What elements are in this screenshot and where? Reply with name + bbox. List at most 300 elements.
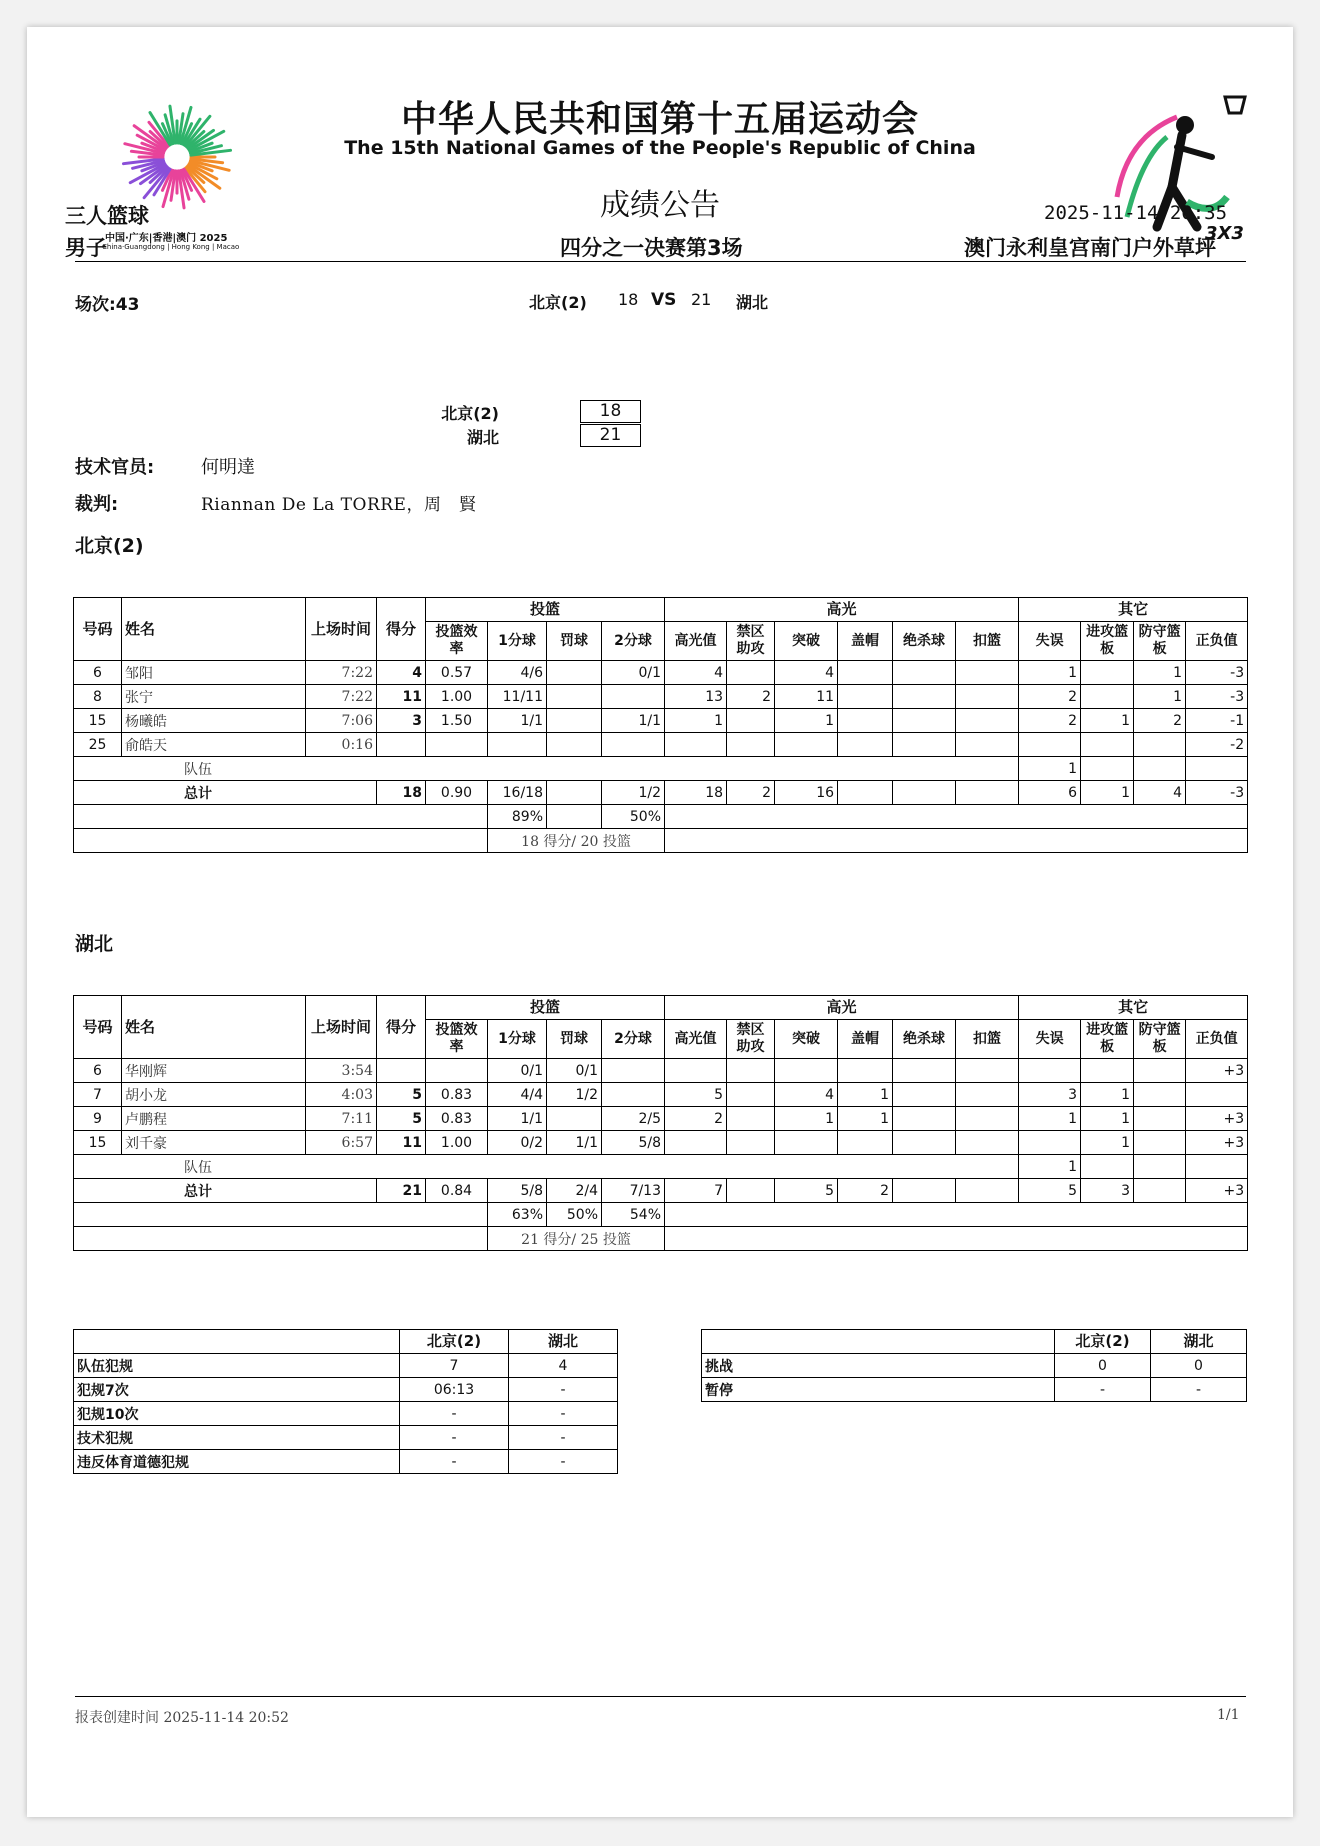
- fouls-head-b: 湖北: [509, 1330, 618, 1354]
- player-pts: 5: [377, 1107, 426, 1131]
- player-one: 1/1: [488, 709, 547, 733]
- group-other: 其它: [1019, 598, 1248, 622]
- player-no: 8: [74, 685, 122, 709]
- player-hl: 5: [665, 1083, 727, 1107]
- col-to: 失误: [1019, 1020, 1081, 1059]
- player-drive: [775, 1059, 838, 1083]
- player-hl: [665, 1059, 727, 1083]
- player-paint: [727, 1131, 775, 1155]
- total-paint: [727, 1179, 775, 1203]
- player-two: [602, 733, 665, 757]
- challenges-label: 挑战: [702, 1354, 1055, 1378]
- player-two: 5/8: [602, 1131, 665, 1155]
- pct-one: 89%: [488, 805, 547, 829]
- player-pm: -2: [1186, 733, 1248, 757]
- tech-official-label: 技术官员:: [75, 457, 155, 478]
- fouls-row: [74, 1450, 618, 1474]
- team-a-title: 北京(2): [75, 535, 144, 557]
- team-row: [74, 757, 1248, 781]
- team-label: 队伍: [74, 757, 1019, 781]
- challenges-row: [702, 1378, 1247, 1402]
- player-no: 6: [74, 1059, 122, 1083]
- player-drive: [775, 1131, 838, 1155]
- total-two: 1/2: [602, 781, 665, 805]
- player-one: 11/11: [488, 685, 547, 709]
- player-dunk: [956, 1131, 1019, 1155]
- cell: [1134, 1155, 1186, 1179]
- player-dreb: 1: [1134, 685, 1186, 709]
- fouls-value-b: -: [509, 1402, 618, 1426]
- cell: [665, 1203, 1248, 1227]
- fouls-row: [74, 1426, 618, 1450]
- player-one: 0/2: [488, 1131, 547, 1155]
- player-two: 1/1: [602, 709, 665, 733]
- total-label: 总计: [74, 1179, 377, 1203]
- challenges-value-b: -: [1151, 1378, 1247, 1402]
- player-ft: 0/1: [547, 1059, 602, 1083]
- total-buzzer: [893, 781, 956, 805]
- fouls-value-a: -: [400, 1450, 509, 1474]
- challenges-value-a: 0: [1055, 1354, 1151, 1378]
- col-block: 盖帽: [838, 1020, 893, 1059]
- player-oreb: 1: [1081, 709, 1134, 733]
- player-to: 2: [1019, 709, 1081, 733]
- player-row: [74, 709, 1248, 733]
- player-one: 4/6: [488, 661, 547, 685]
- 3x3-label: 3X3: [1205, 223, 1244, 244]
- player-block: [838, 1131, 893, 1155]
- fouls-value-a: -: [400, 1426, 509, 1450]
- player-to: [1019, 1059, 1081, 1083]
- challenges-corner: [702, 1330, 1055, 1354]
- fouls-row: [74, 1378, 618, 1402]
- player-oreb: 1: [1081, 1083, 1134, 1107]
- player-drive: 11: [775, 685, 838, 709]
- challenges-head-a: 北京(2): [1055, 1330, 1151, 1354]
- player-block: [838, 661, 893, 685]
- total-oreb: 3: [1081, 1179, 1134, 1203]
- player-row: [74, 1083, 1248, 1107]
- player-ft: 1/2: [547, 1083, 602, 1107]
- player-eff: [426, 733, 488, 757]
- player-time: 7:06: [306, 709, 377, 733]
- player-row: [74, 1131, 1248, 1155]
- player-time: 7:22: [306, 685, 377, 709]
- total-paint: 2: [727, 781, 775, 805]
- player-block: [838, 709, 893, 733]
- player-row: [74, 1059, 1248, 1083]
- challenges-row: [702, 1354, 1247, 1378]
- player-paint: [727, 661, 775, 685]
- total-one: 5/8: [488, 1179, 547, 1203]
- player-ft: [547, 1107, 602, 1131]
- col-pm: 正负值: [1186, 1020, 1248, 1059]
- player-row: [74, 733, 1248, 757]
- total-row: [74, 781, 1248, 805]
- gender: 男子: [65, 236, 107, 260]
- box-team-a: 北京(2): [441, 404, 499, 423]
- player-block: 1: [838, 1083, 893, 1107]
- vs-label: VS: [651, 290, 677, 310]
- player-name: 胡小龙: [122, 1083, 306, 1107]
- fouls-label: 犯规7次: [74, 1378, 400, 1402]
- player-name: 卢鹏程: [122, 1107, 306, 1131]
- col-no: 号码: [74, 598, 122, 661]
- player-dreb: [1134, 1083, 1186, 1107]
- col-dunk: 扣篮: [956, 1020, 1019, 1059]
- player-name: 华刚辉: [122, 1059, 306, 1083]
- player-paint: 2: [727, 685, 775, 709]
- player-pm: +3: [1186, 1059, 1248, 1083]
- player-buzzer: [893, 733, 956, 757]
- score-a: 18: [618, 290, 639, 309]
- player-to: 1: [1019, 661, 1081, 685]
- group-highlights: 高光: [665, 996, 1019, 1020]
- player-buzzer: [893, 661, 956, 685]
- col-block: 盖帽: [838, 622, 893, 661]
- total-pm: -3: [1186, 781, 1248, 805]
- fouls-value-a: 06:13: [400, 1378, 509, 1402]
- group-shooting: 投篮: [426, 598, 665, 622]
- player-pm: -3: [1186, 685, 1248, 709]
- cell: [1186, 1155, 1248, 1179]
- total-dunk: [956, 781, 1019, 805]
- total-to: 6: [1019, 781, 1081, 805]
- player-time: 7:11: [306, 1107, 377, 1131]
- cell: [1081, 757, 1134, 781]
- logo-subcaption: China·Guangdong | Hong Kong | Macao: [102, 243, 240, 251]
- summary-row: [74, 829, 1248, 853]
- player-pts: 3: [377, 709, 426, 733]
- summary-row: [74, 1227, 1248, 1251]
- player-dreb: [1134, 1059, 1186, 1083]
- player-pts: [377, 1059, 426, 1083]
- referee-label: 裁判:: [75, 494, 119, 515]
- player-eff: 0.83: [426, 1107, 488, 1131]
- player-oreb: [1081, 685, 1134, 709]
- col-drive: 突破: [775, 1020, 838, 1059]
- notice-title: 成绩公告: [600, 188, 720, 223]
- player-no: 25: [74, 733, 122, 757]
- player-name: 邹阳: [122, 661, 306, 685]
- player-pm: +3: [1186, 1131, 1248, 1155]
- player-time: 7:22: [306, 661, 377, 685]
- total-to: 5: [1019, 1179, 1081, 1203]
- player-ft: 1/1: [547, 1131, 602, 1155]
- fouls-head-a: 北京(2): [400, 1330, 509, 1354]
- player-dreb: [1134, 1107, 1186, 1131]
- player-dunk: [956, 1083, 1019, 1107]
- player-one: [488, 733, 547, 757]
- fouls-value-b: -: [509, 1378, 618, 1402]
- player-buzzer: [893, 1083, 956, 1107]
- team-b-title: 湖北: [75, 933, 114, 955]
- total-dreb: 4: [1134, 781, 1186, 805]
- 3x3-pictogram: [1087, 77, 1287, 257]
- player-oreb: [1081, 733, 1134, 757]
- player-dunk: [956, 1059, 1019, 1083]
- col-dreb: 防守篮板: [1134, 1020, 1186, 1059]
- boxscore-table: [73, 597, 1248, 853]
- sport-name: 三人篮球: [65, 204, 149, 228]
- player-one: 1/1: [488, 1107, 547, 1131]
- player-row: [74, 1107, 1248, 1131]
- col-paint: 禁区助攻: [727, 622, 775, 661]
- pct-ft: [547, 805, 602, 829]
- player-eff: 1.50: [426, 709, 488, 733]
- player-time: 4:03: [306, 1083, 377, 1107]
- player-drive: 1: [775, 1107, 838, 1131]
- total-pm: +3: [1186, 1179, 1248, 1203]
- team-turnovers: 1: [1019, 1155, 1081, 1179]
- total-eff: 0.84: [426, 1179, 488, 1203]
- player-two: [602, 1083, 665, 1107]
- total-block: 2: [838, 1179, 893, 1203]
- report-datetime: 2025-11-14 20:35: [1044, 202, 1228, 224]
- player-no: 15: [74, 1131, 122, 1155]
- col-eff: 投篮效率: [426, 622, 488, 661]
- player-paint: [727, 709, 775, 733]
- player-no: 7: [74, 1083, 122, 1107]
- fouls-label: 技术犯规: [74, 1426, 400, 1450]
- total-dreb: [1134, 1179, 1186, 1203]
- player-pts: 11: [377, 1131, 426, 1155]
- total-ft: [547, 781, 602, 805]
- fouls-value-b: -: [509, 1450, 618, 1474]
- cell: [665, 805, 1248, 829]
- pct-row: [74, 1203, 1248, 1227]
- fouls-value-b: -: [509, 1426, 618, 1450]
- fouls-label: 违反体育道德犯规: [74, 1450, 400, 1474]
- player-paint: [727, 1059, 775, 1083]
- col-no: 号码: [74, 996, 122, 1059]
- col-two: 2分球: [602, 622, 665, 661]
- col-time: 上场时间: [306, 996, 377, 1059]
- player-buzzer: [893, 1107, 956, 1131]
- fouls-value-a: -: [400, 1402, 509, 1426]
- total-label: 总计: [74, 781, 377, 805]
- team-turnovers: 1: [1019, 757, 1081, 781]
- player-one: 0/1: [488, 1059, 547, 1083]
- player-dunk: [956, 661, 1019, 685]
- fouls-value-a: 7: [400, 1354, 509, 1378]
- total-dunk: [956, 1179, 1019, 1203]
- group-highlights: 高光: [665, 598, 1019, 622]
- player-hl: 1: [665, 709, 727, 733]
- player-one: 4/4: [488, 1083, 547, 1107]
- player-block: [838, 1059, 893, 1083]
- player-name: 刘千豪: [122, 1131, 306, 1155]
- total-eff: 0.90: [426, 781, 488, 805]
- col-paint: 禁区助攻: [727, 1020, 775, 1059]
- page-title: 中华人民共和国第十五届运动会: [400, 99, 919, 140]
- challenges-value-b: 0: [1151, 1354, 1247, 1378]
- player-pts: 11: [377, 685, 426, 709]
- player-hl: 2: [665, 1107, 727, 1131]
- box-score-a: 18: [580, 400, 641, 423]
- player-pm: -1: [1186, 709, 1248, 733]
- boxscore-table: [73, 995, 1248, 1251]
- total-oreb: 1: [1081, 781, 1134, 805]
- player-to: 3: [1019, 1083, 1081, 1107]
- player-dreb: [1134, 733, 1186, 757]
- total-drive: 5: [775, 1179, 838, 1203]
- venue: 澳门永利皇宫南门户外草坪: [964, 236, 1216, 260]
- report-created: 报表创建时间 2025-11-14 20:52: [75, 1710, 289, 1726]
- player-name: 张宁: [122, 685, 306, 709]
- cell: [74, 1203, 488, 1227]
- player-dunk: [956, 709, 1019, 733]
- player-hl: 4: [665, 661, 727, 685]
- player-pts: 4: [377, 661, 426, 685]
- score-team-b: 湖北: [736, 293, 769, 312]
- player-two: 2/5: [602, 1107, 665, 1131]
- score-team-a: 北京(2): [529, 293, 587, 312]
- col-ft: 罚球: [547, 1020, 602, 1059]
- cell: [1081, 1155, 1134, 1179]
- total-two: 7/13: [602, 1179, 665, 1203]
- col-pm: 正负值: [1186, 622, 1248, 661]
- col-one: 1分球: [488, 622, 547, 661]
- player-to: [1019, 1131, 1081, 1155]
- pct-two: 50%: [602, 805, 665, 829]
- player-hl: [665, 1131, 727, 1155]
- player-drive: 1: [775, 709, 838, 733]
- player-oreb: [1081, 661, 1134, 685]
- player-buzzer: [893, 709, 956, 733]
- challenges-table: [701, 1329, 1247, 1402]
- player-drive: 4: [775, 1083, 838, 1107]
- challenges-value-a: -: [1055, 1378, 1151, 1402]
- col-to: 失误: [1019, 622, 1081, 661]
- player-name: 俞皓天: [122, 733, 306, 757]
- col-name: 姓名: [122, 996, 306, 1059]
- col-pts: 得分: [377, 598, 426, 661]
- player-pm: +3: [1186, 1107, 1248, 1131]
- player-no: 9: [74, 1107, 122, 1131]
- player-to: [1019, 733, 1081, 757]
- challenges-header: [702, 1330, 1247, 1354]
- player-ft: [547, 685, 602, 709]
- cell: [665, 829, 1248, 853]
- player-drive: [775, 733, 838, 757]
- match-number: 场次:43: [75, 295, 140, 315]
- col-eff: 投篮效率: [426, 1020, 488, 1059]
- results-page: [27, 27, 1293, 1817]
- player-dreb: 1: [1134, 661, 1186, 685]
- total-drive: 16: [775, 781, 838, 805]
- player-block: [838, 685, 893, 709]
- cell: [74, 1227, 488, 1251]
- pct-one: 63%: [488, 1203, 547, 1227]
- player-oreb: 1: [1081, 1131, 1134, 1155]
- cell: [74, 829, 488, 853]
- player-eff: 1.00: [426, 685, 488, 709]
- col-two: 2分球: [602, 1020, 665, 1059]
- player-to: 2: [1019, 685, 1081, 709]
- player-hl: 13: [665, 685, 727, 709]
- col-dunk: 扣篮: [956, 622, 1019, 661]
- player-two: [602, 1059, 665, 1083]
- player-time: 6:57: [306, 1131, 377, 1155]
- tech-official: 何明達: [201, 457, 255, 478]
- box-team-b: 湖北: [466, 428, 499, 447]
- pct-row: [74, 805, 1248, 829]
- col-dreb: 防守篮板: [1134, 622, 1186, 661]
- header-divider: [75, 261, 1246, 262]
- box-score-b: 21: [580, 424, 641, 447]
- player-name: 杨曦皓: [122, 709, 306, 733]
- total-block: [838, 781, 893, 805]
- player-ft: [547, 709, 602, 733]
- header-row-groups: [74, 598, 1248, 622]
- cell: [665, 1227, 1248, 1251]
- col-one: 1分球: [488, 1020, 547, 1059]
- shooting-summary: 18 得分/ 20 投篮: [488, 829, 665, 853]
- header-row-groups: [74, 996, 1248, 1020]
- col-pts: 得分: [377, 996, 426, 1059]
- player-dunk: [956, 733, 1019, 757]
- col-drive: 突破: [775, 622, 838, 661]
- total-hl: 18: [665, 781, 727, 805]
- player-eff: 0.83: [426, 1083, 488, 1107]
- player-block: 1: [838, 1107, 893, 1131]
- fouls-header: [74, 1330, 618, 1354]
- player-dreb: [1134, 1131, 1186, 1155]
- col-buzzer: 绝杀球: [893, 622, 956, 661]
- fouls-value-b: 4: [509, 1354, 618, 1378]
- player-no: 6: [74, 661, 122, 685]
- logo-caption: 中国·广东|香港|澳门 2025: [105, 233, 228, 244]
- col-oreb: 进攻篮板: [1081, 622, 1134, 661]
- fouls-table: [73, 1329, 618, 1474]
- player-block: [838, 733, 893, 757]
- col-hl_val: 高光值: [665, 1020, 727, 1059]
- player-dreb: 2: [1134, 709, 1186, 733]
- player-time: 3:54: [306, 1059, 377, 1083]
- player-buzzer: [893, 685, 956, 709]
- player-paint: [727, 1083, 775, 1107]
- referees: Riannan De La TORRE，周 賢: [201, 495, 477, 515]
- player-pts: 5: [377, 1083, 426, 1107]
- total-hl: 7: [665, 1179, 727, 1203]
- total-buzzer: [893, 1179, 956, 1203]
- fouls-corner: [74, 1330, 400, 1354]
- cell: [1186, 757, 1248, 781]
- player-no: 15: [74, 709, 122, 733]
- group-other: 其它: [1019, 996, 1248, 1020]
- group-shooting: 投篮: [426, 996, 665, 1020]
- score-b: 21: [691, 290, 712, 309]
- player-buzzer: [893, 1131, 956, 1155]
- total-one: 16/18: [488, 781, 547, 805]
- fouls-label: 犯规10次: [74, 1402, 400, 1426]
- page-title-en: The 15th National Games of the People's Republic of China: [344, 137, 976, 159]
- player-buzzer: [893, 1059, 956, 1083]
- basketball-player-icon: [1087, 77, 1287, 257]
- player-eff: [426, 1059, 488, 1083]
- cell: [1134, 757, 1186, 781]
- team-row: [74, 1155, 1248, 1179]
- col-ft: 罚球: [547, 622, 602, 661]
- player-dunk: [956, 1107, 1019, 1131]
- col-name: 姓名: [122, 598, 306, 661]
- total-pts: 18: [377, 781, 426, 805]
- challenges-head-b: 湖北: [1151, 1330, 1247, 1354]
- player-hl: [665, 733, 727, 757]
- fouls-row: [74, 1402, 618, 1426]
- col-oreb: 进攻篮板: [1081, 1020, 1134, 1059]
